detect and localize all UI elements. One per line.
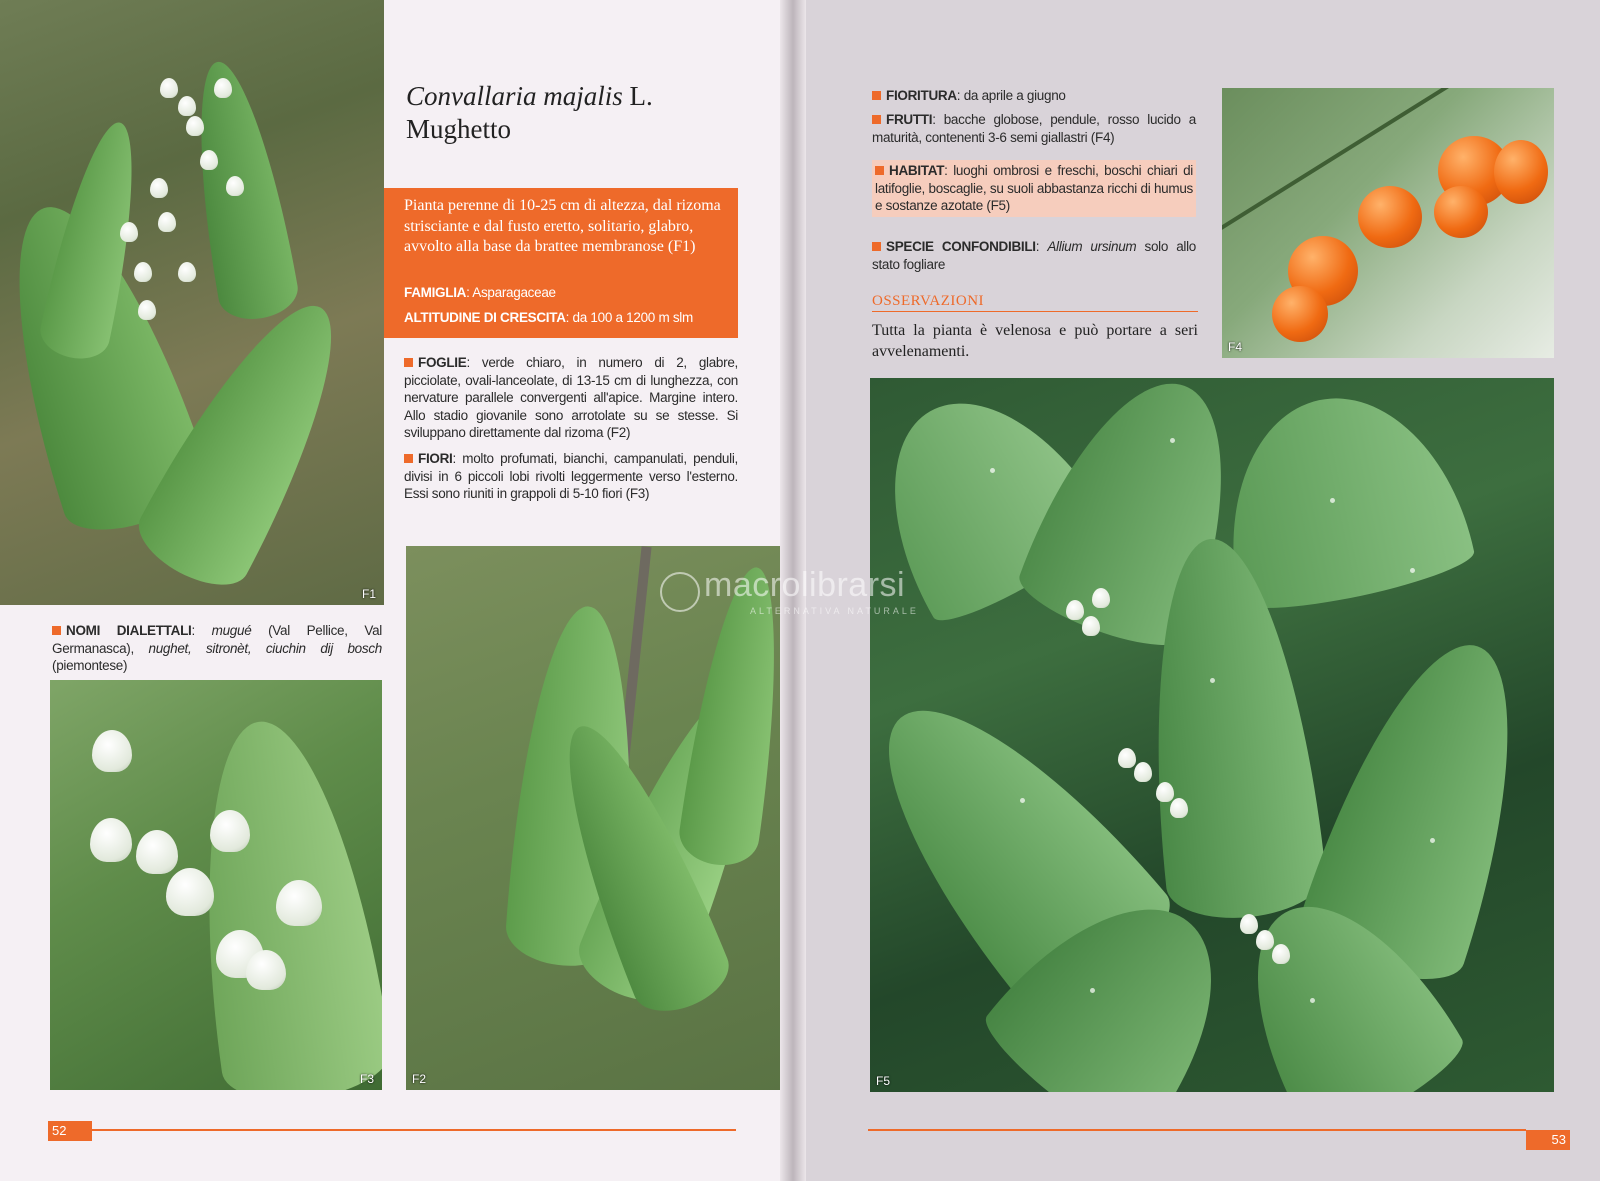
nomi-italic-3: nughet, sitronèt, ciuchin dij bosch — [148, 640, 382, 656]
watermark — [660, 566, 960, 626]
watermark-logo-icon — [660, 572, 700, 612]
bullet-square-icon — [872, 115, 881, 124]
osservazioni-rule — [872, 311, 1198, 312]
footer-rule-left — [92, 1129, 736, 1131]
bullet-square-icon — [875, 166, 884, 175]
fiori-label: FIORI — [418, 451, 453, 466]
habitat-paragraph — [872, 160, 1196, 217]
altitudine-value: : da 100 a 1200 m slm — [565, 310, 693, 325]
habitat-text: : luoghi ombrosi e freschi, boschi chiari di latifoglie, boscaglie, su suoli abbastanza ricchi di humus e sostanze azotate (F5) — [875, 163, 1193, 213]
foglie-label: FOGLIE — [418, 355, 467, 370]
frutti-label: FRUTTI — [886, 112, 933, 127]
watermark-brand: macrolibrarsi — [704, 566, 906, 604]
photo-f3 — [50, 680, 382, 1090]
photo-f3-label: F3 — [359, 1072, 374, 1086]
photo-f1-label: F1 — [361, 587, 376, 601]
photo-f2-label: F2 — [412, 1072, 427, 1086]
fiori-paragraph — [404, 450, 738, 503]
famiglia-value: : Asparagaceae — [466, 285, 556, 300]
bullet-square-icon — [52, 626, 61, 635]
intro-text: Pianta perenne di 10-25 cm di altezza, dal rizoma strisciante e dal fusto eretto, solitario, glabro, avvolto alla base da brattee membranose (F1) — [404, 197, 721, 255]
specie-italic: Allium ursinum — [1047, 239, 1137, 254]
habitat-label: HABITAT — [889, 163, 945, 178]
title-common: Mughetto — [406, 114, 511, 144]
foglie-paragraph — [404, 354, 738, 442]
nomi-label: NOMI DIALETTALI — [66, 623, 192, 638]
altitudine-label: ALTITUDINE DI CRESCITA — [404, 310, 566, 325]
nomi-italic-1: mugué — [211, 623, 252, 638]
nomi-text-4: (piemontese) — [52, 658, 128, 673]
watermark-tagline: ALTERNATIVA NATURALE — [750, 606, 919, 616]
intro-box — [384, 188, 738, 338]
title-author: L. — [629, 81, 653, 111]
photo-f2 — [406, 546, 790, 1090]
foglie-text: : verde chiaro, in numero di 2, glabre, picciolate, ovali-lanceolate, di 13-15 cm di lunghezza, con nervature parallele convergenti all'apice. Margine intero. Allo stadio giovanile sono arrotolate su se stesse. Si sviluppano direttamente dal rizoma (F2) — [404, 355, 738, 440]
famiglia-line — [404, 285, 556, 300]
frutti-paragraph — [872, 111, 1196, 146]
photo-f4 — [1222, 88, 1554, 358]
specie-text: solo allo stato fogliare — [872, 239, 1197, 272]
fioritura-label: FIORITURA — [886, 88, 957, 103]
footer-rule-right — [868, 1129, 1526, 1131]
photo-f1 — [0, 0, 384, 605]
nomi-text-2: (Val Pellice, Val Germanasca), — [52, 623, 383, 656]
specie-paragraph: SPECIE CONFONDIBILI: Allium ursinum solo allo stato fogliare — [872, 239, 1197, 272]
photo-f5 — [870, 378, 1554, 1092]
bullet-square-icon — [404, 358, 413, 367]
species-title — [406, 80, 736, 146]
famiglia-label: FAMIGLIA — [404, 285, 467, 300]
bullet-square-icon — [404, 454, 413, 463]
specie-label: SPECIE CONFONDIBILI — [886, 239, 1036, 254]
page-number-53: 53 — [1526, 1130, 1570, 1150]
bullet-square-icon — [872, 91, 881, 100]
page-number-52: 52 — [48, 1121, 92, 1141]
fioritura-text: : da aprile a giugno — [956, 88, 1066, 103]
nomi-dialettali-paragraph: NOMI DIALETTALI: mugué (Val Pellice, Val Germanasca), nughet, sitronèt, ciuchin dij bosch (piemontese) — [52, 623, 383, 673]
osservazioni-text: Tutta la pianta è velenosa e può portare a seri avvelenamenti. — [872, 322, 1198, 360]
title-latin: Convallaria majalis — [406, 81, 623, 111]
osservazioni-heading: OSSERVAZIONI — [872, 293, 985, 309]
fioritura-paragraph — [872, 87, 1196, 105]
altitudine-line — [404, 310, 693, 325]
fiori-text: : molto profumati, bianchi, campanulati, penduli, divisi in 6 piccoli lobi rivolti leggermente verso l'esterno. Essi sono riuniti in grappoli di 5-10 fiori (F3) — [404, 451, 738, 501]
bullet-square-icon — [872, 242, 881, 251]
frutti-text: : bacche globose, pendule, rosso lucido a maturità, contenenti 3-6 semi giallastri (F4) — [872, 112, 1196, 145]
photo-f5-label: F5 — [876, 1074, 891, 1088]
photo-f4-label: F4 — [1228, 340, 1243, 354]
